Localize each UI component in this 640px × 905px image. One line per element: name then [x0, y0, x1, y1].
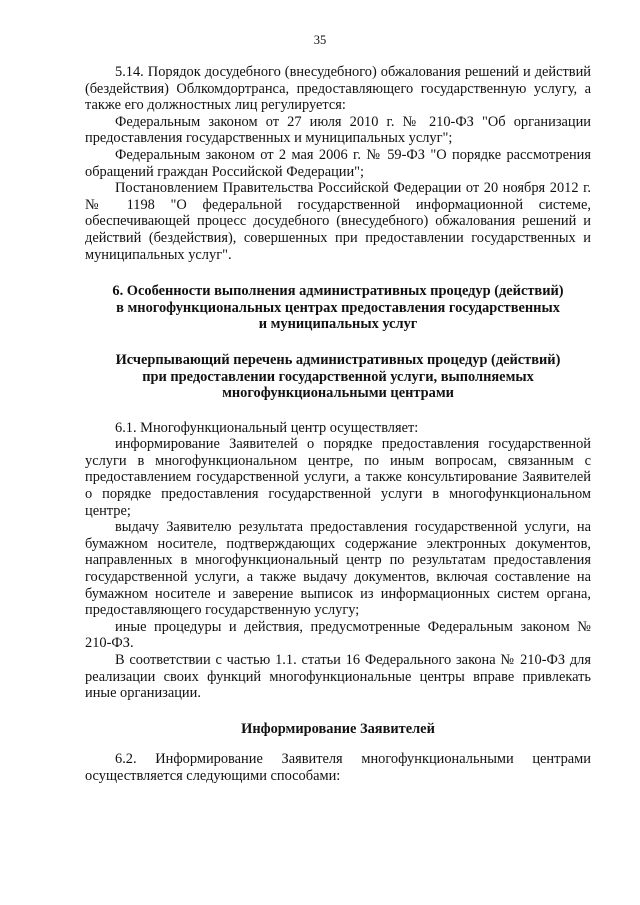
document-body: [85, 64, 591, 785]
subheading-line: при предоставлении государственной услуги, выполняемых: [142, 368, 534, 385]
paragraph-5-14: 5.14. Порядок досудебного (внесудебного) обжалования решений и действий (бездействия) Облкомдортранса, предоставляющего государственную услугу, а также его должностных лиц регулируется:: [85, 64, 591, 114]
paragraph-law-210: Федеральным законом от 27 июля 2010 г. № 210-ФЗ "Об организации предоставления государственных и муниципальных услуг";: [85, 113, 591, 147]
paragraph-law-59: Федеральным законом от 2 мая 2006 г. № 59-ФЗ "О порядке рассмотрения обращений граждан Российской Федерации";: [85, 146, 591, 180]
subheading: [85, 352, 591, 402]
subheading-line: многофункциональными центрами: [222, 385, 454, 402]
section-heading: [85, 283, 591, 333]
page-number: 35: [313, 33, 327, 47]
section-heading-line: 6. Особенности выполнения административных процедур (действий): [112, 283, 564, 300]
paragraph-informing: информирование Заявителей о порядке предоставления государственной услуги в многофункциональном центре, по иным вопросам, связанным с предоставлением государственной услуги, а также консультирование Заявителей о порядке предоставления государственной услуги в многофункциональном центре;: [85, 436, 591, 519]
paragraph-6-1: 6.1. Многофункциональный центр осуществляет:: [115, 419, 419, 436]
paragraph-article-16: В соответствии с частью 1.1. статьи 16 Федерального закона № 210-ФЗ для реализации своих функций многофункциональные центры вправе привлекать иные организации.: [85, 652, 591, 702]
paragraph-issuing: выдачу Заявителю результата предоставления государственной услуги, на бумажном носителе, подтверждающих содержание электронных документов, направленных в многофункциональный центр по результатам предоставления государственной услуги, а также выдачу документов, включая составление на бумажном носителе и заверение выписок из информационных систем органа, предоставляющего государственную услугу;: [85, 519, 591, 619]
section-heading-line: и муниципальных услуг: [258, 316, 418, 333]
info-heading: Информирование Заявителей: [241, 720, 435, 737]
section-heading-line: в многофункциональных центрах предоставления государственных: [116, 299, 560, 316]
paragraph-6-2: 6.2. Информирование Заявителя многофункциональными центрами осуществляется следующими способами:: [85, 751, 591, 784]
paragraph-other-procedures: иные процедуры и действия, предусмотренные Федеральным законом № 210-ФЗ.: [85, 618, 591, 652]
paragraph-resolution-1198: Постановлением Правительства Российской Федерации от 20 ноября 2012 г. № 1198 "О федеральной государственной информационной системе, обеспечивающей процесс досудебного (внесудебного) обжалования решений и действий (бездействия), совершенных при предоставлении государственных и муниципальных услуг".: [85, 180, 591, 263]
subheading-line: Исчерпывающий перечень административных процедур (действий): [115, 351, 561, 368]
